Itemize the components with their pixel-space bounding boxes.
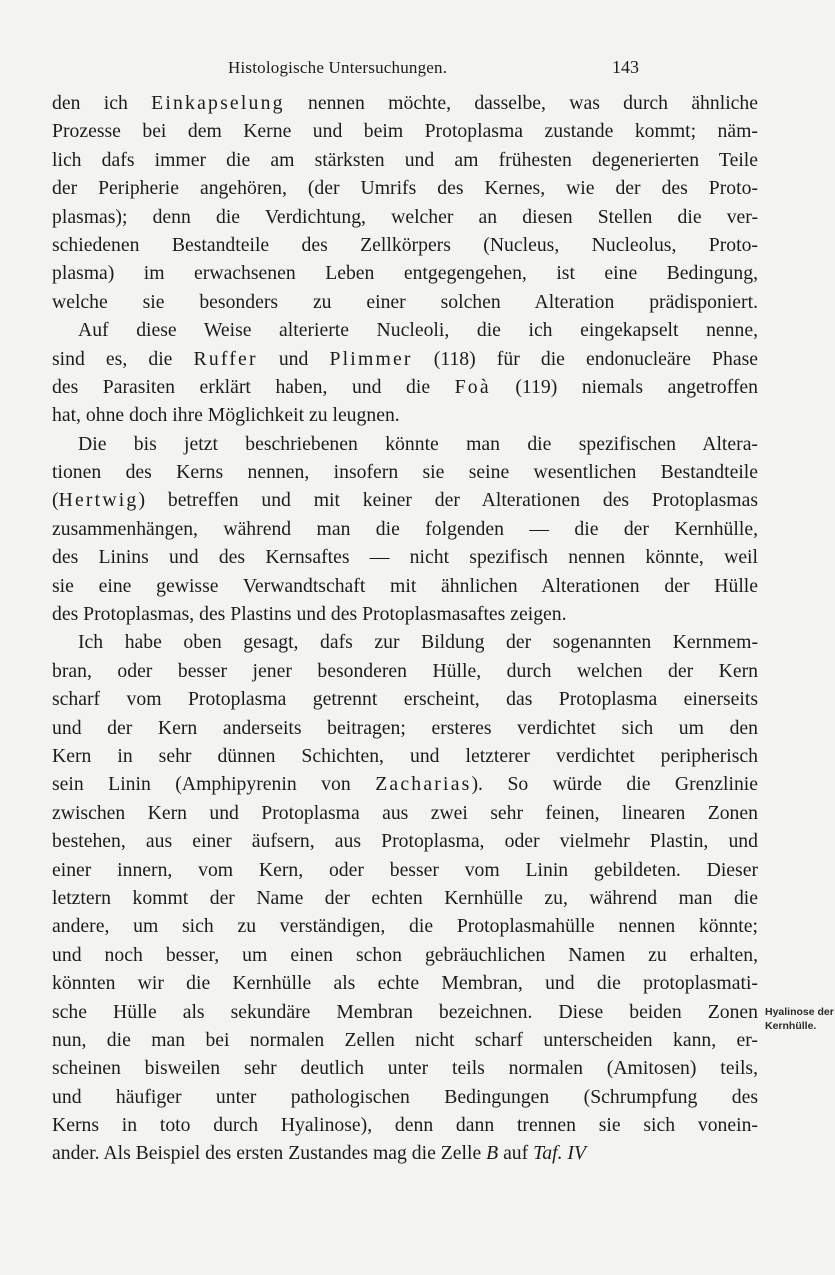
text-segment: und der Kern anderseits beitragen; ersteres verdichtet sich um den bbox=[52, 716, 758, 739]
margin-note-line: Hyalinose der bbox=[765, 1006, 834, 1018]
text-segment: zwischen Kern und Protoplasma aus zwei sehr feinen, linearen Zonen bbox=[52, 801, 758, 824]
text-segment: nun, die man bei normalen Zellen nicht scharf unterscheiden kann, er- bbox=[52, 1028, 758, 1051]
text-segment: zusammenhängen, während man die folgenden — die der Kernhülle, bbox=[52, 517, 758, 540]
text-segment: der Peripherie angehören, (der Umrifs des Kernes, wie der des Proto- bbox=[52, 177, 758, 200]
text-line bbox=[52, 657, 758, 685]
text-line bbox=[52, 203, 758, 231]
text-line bbox=[52, 89, 758, 117]
text-segment: ( bbox=[52, 489, 59, 512]
text-line bbox=[52, 884, 758, 912]
text-line bbox=[52, 856, 758, 884]
text-segment: Ich habe oben gesagt, dafs zur Bildung der sogenannten Kernmem- bbox=[78, 631, 758, 654]
text-segment: andere, um sich zu verständigen, die Protoplasmahülle nennen könnte; bbox=[52, 915, 758, 938]
text-segment: nennen möchte, dasselbe, was durch ähnliche bbox=[284, 92, 759, 114]
text-line bbox=[52, 1026, 758, 1054]
text-line bbox=[52, 401, 758, 429]
text-segment: sche Hülle als sekundäre Membran bezeichnen. Diese beiden Zonen bbox=[52, 1000, 758, 1023]
text-line bbox=[52, 259, 758, 287]
text-segment: scharf vom Protoplasma getrennt erscheint, das Protoplasma einerseits bbox=[52, 688, 758, 711]
spaced-name: Hertwig bbox=[58, 489, 139, 512]
text-line bbox=[52, 1083, 758, 1111]
text-segment: einer innern, vom Kern, oder besser vom Linin gebildeten. Dieser bbox=[52, 858, 758, 881]
text-line bbox=[52, 572, 758, 600]
text-line bbox=[52, 742, 758, 770]
text-segment: ) betreffen und mit keiner der Alterationen des Protoplasmas bbox=[138, 489, 758, 512]
text-segment: (118) für die endonucleäre Phase bbox=[412, 347, 758, 370]
spaced-name: Foà bbox=[454, 375, 491, 398]
text-segment: des Linins und des Kernsaftes — nicht spezifisch nennen könnte, weil bbox=[52, 546, 758, 569]
text-line bbox=[52, 146, 758, 174]
body-text bbox=[52, 89, 758, 1168]
text-segment: den ich bbox=[52, 92, 152, 114]
spaced-name: Ruffer bbox=[193, 347, 258, 370]
text-line bbox=[52, 316, 758, 344]
text-segment: Kerns in toto durch Hyalinose), denn dann trennen sie sich vonein- bbox=[52, 1114, 758, 1137]
text-segment: bestehen, aus einer äufsern, aus Protoplasma, oder vielmehr Plastin, und bbox=[52, 830, 758, 853]
italic-text: Taf. IV bbox=[533, 1142, 587, 1165]
text-line bbox=[52, 117, 758, 145]
text-segment: ander. Als Beispiel des ersten Zustandes mag die Zelle bbox=[52, 1142, 487, 1165]
text-line bbox=[52, 1111, 758, 1139]
running-title: Histologische Untersuchungen. bbox=[228, 58, 448, 77]
text-segment: Kern in sehr dünnen Schichten, und letzterer verdichtet peripherisch bbox=[52, 744, 758, 767]
text-line bbox=[52, 1139, 758, 1167]
text-segment: und häufiger unter pathologischen Bedingungen (Schrumpfung des bbox=[52, 1085, 758, 1108]
text-line bbox=[52, 174, 758, 202]
text-line bbox=[52, 770, 758, 798]
text-segment: sein Linin (Amphipyrenin von bbox=[52, 773, 376, 796]
text-line bbox=[52, 373, 758, 401]
text-segment: (119) niemals angetroffen bbox=[490, 375, 758, 398]
text-line bbox=[52, 345, 758, 373]
text-segment: scheinen bisweilen sehr deutlich unter teils normalen (Amitosen) teils, bbox=[52, 1057, 758, 1080]
italic-text: B bbox=[486, 1142, 499, 1165]
text-segment: auf bbox=[498, 1142, 534, 1165]
text-segment: schiedenen Bestandteile des Zellkörpers (Nucleus, Nucleolus, Proto- bbox=[52, 233, 758, 256]
text-segment: sie eine gewisse Verwandtschaft mit ähnlichen Alterationen der Hülle bbox=[52, 574, 758, 597]
text-segment: hat, ohne doch ihre Möglichkeit zu leugnen. bbox=[52, 404, 400, 427]
text-line bbox=[52, 799, 758, 827]
text-segment: welche sie besonders zu einer solchen Alteration prädisponiert. bbox=[52, 290, 758, 313]
text-line bbox=[52, 430, 758, 458]
spaced-name: Einkapselung bbox=[151, 92, 285, 114]
text-line bbox=[52, 458, 758, 486]
text-segment: plasmas); denn die Verdichtung, welcher an diesen Stellen die ver- bbox=[52, 205, 758, 228]
text-line bbox=[52, 998, 758, 1026]
text-line bbox=[52, 628, 758, 656]
text-segment: und noch besser, um einen schon gebräuchlichen Namen zu erhalten, bbox=[52, 943, 758, 966]
text-segment: letztern kommt der Name der echten Kernhülle zu, während man die bbox=[52, 886, 758, 909]
text-line bbox=[52, 543, 758, 571]
text-segment: des Protoplasmas, des Plastins und des Protoplasmasaftes zeigen. bbox=[52, 603, 567, 626]
text-segment: tionen des Kerns nennen, insofern sie seine wesentlichen Bestandteile bbox=[52, 461, 758, 484]
text-line bbox=[52, 515, 758, 543]
text-segment: könnten wir die Kernhülle als echte Membran, und die protoplasmati- bbox=[52, 972, 758, 995]
text-segment: sind es, die bbox=[52, 347, 194, 370]
text-line bbox=[52, 969, 758, 997]
spaced-name: Plimmer bbox=[329, 347, 413, 370]
text-segment: des Parasiten erklärt haben, und die bbox=[52, 375, 455, 398]
text-segment: Prozesse bei dem Kerne und beim Protoplasma zustande kommt; näm- bbox=[52, 120, 758, 143]
text-segment: ). So würde die Grenzlinie bbox=[471, 773, 758, 796]
text-line bbox=[52, 486, 758, 514]
text-line bbox=[52, 714, 758, 742]
text-line bbox=[52, 827, 758, 855]
text-segment: lich dafs immer die am stärksten und am frühesten degenerierten Teile bbox=[52, 148, 758, 171]
text-segment: bran, oder besser jener besonderen Hülle, durch welchen der Kern bbox=[52, 659, 758, 682]
margin-note bbox=[765, 1005, 835, 1033]
text-line bbox=[52, 600, 758, 628]
text-segment: Die bis jetzt beschriebenen könnte man die spezifischen Altera- bbox=[78, 432, 758, 455]
page-number: 143 bbox=[612, 57, 639, 77]
text-line bbox=[52, 288, 758, 316]
text-segment: und bbox=[257, 347, 330, 370]
margin-note-line: Kernhülle. bbox=[765, 1020, 817, 1032]
text-line bbox=[52, 941, 758, 969]
text-line bbox=[52, 231, 758, 259]
text-line bbox=[52, 685, 758, 713]
text-line bbox=[52, 912, 758, 940]
text-segment: Auf diese Weise alterierte Nucleoli, die ich eingekapselt nenne, bbox=[78, 319, 758, 342]
text-line bbox=[52, 1054, 758, 1082]
spaced-name: Zacharias bbox=[375, 773, 472, 796]
text-segment: plasma) im erwachsenen Leben entgegengehen, ist eine Bedingung, bbox=[52, 262, 758, 285]
